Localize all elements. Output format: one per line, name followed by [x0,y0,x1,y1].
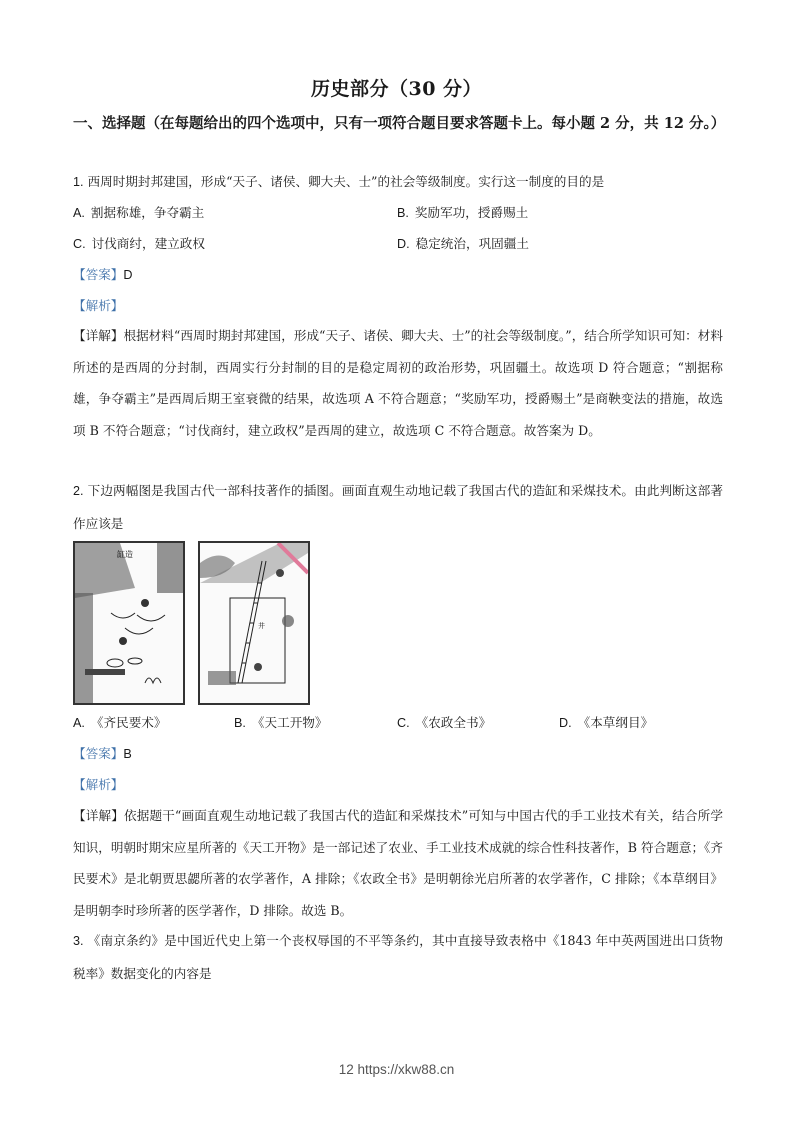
q1-analysis-label: 【解析】 [73,298,124,313]
q2-answer [73,745,132,763]
q2-detail [73,800,723,926]
footer-site-link[interactable]: https://xkw88.cn [357,1062,455,1077]
svg-text:缸造: 缸造 [117,550,133,559]
answer-label: 【答案】 [73,746,124,761]
answer-value: B [123,747,132,761]
q2-option-d: D. 《本草纲目》 [559,715,654,730]
q2-option-b: B. 《天工开物》 [234,715,328,730]
question-text: 《南京条约》是中国近代史上第一个丧权辱国的不平等条约，其中直接导致表格中《1843 年中英两国进出口货物税率》数据变化的内容是 [73,933,723,981]
answer-value: D [123,268,133,282]
question-number: 3. [73,934,84,948]
question-3-stem [73,925,723,989]
q1-option-d: D. 稳定统治，巩固疆土 [397,236,529,251]
detail-text: 依据题干“画面直观生动地记载了我国古代的造缸和采煤技术”可知与中国古代的手工业技术有关，结合所学知识，明朝时期宋应星所著的《天工开物》是一部记述了农业、手工业技术成就的综合性科技著作，B 符合题意；《齐民要术》是北朝贾思勰所著的农学著作，A 排除；《农政全书》是明朝徐光启所著的农学著作，C 排除；《本草纲目》是明朝李时珍所著的医学著作，D 排除。故选 B。 [73,808,723,918]
question-text: 西周时期封邦建国，形成“天子、诸侯、卿大夫、士”的社会等级制度。实行这一制度的目的是 [87,174,605,189]
question-number: 1. [73,175,84,189]
answer-label: 【答案】 [73,267,124,282]
page-number: 12 [338,1062,354,1077]
question-1-stem [73,173,604,191]
q1-answer [73,266,132,284]
q2-option-a: A. 《齐民要术》 [73,715,167,730]
illustration-vat-making [73,541,185,705]
q2-option-c: C. 《农政全书》 [397,715,492,730]
question-number: 2. [73,484,84,498]
q2-analysis-label: 【解析】 [73,777,124,792]
q1-option-a: A. 割据称雄，争夺霸主 [73,205,205,220]
detail-label: 【详解】 [73,328,124,343]
question-text: 下边两幅图是我国古代一部科技著作的插图。画面直观生动地记载了我国古代的造缸和采煤技术。由此判断这部著作应该是 [73,483,723,531]
page-footer [0,1062,793,1077]
q1-option-b: B. 奖励军功，授爵赐土 [397,205,529,220]
q1-option-c: C. 讨伐商纣，建立政权 [73,236,205,251]
page-title: 历史部分（30 分） [310,78,483,100]
illustration-coal-mining [198,541,310,705]
q1-detail [73,320,723,446]
detail-label: 【详解】 [73,808,124,823]
question-2-stem [73,475,723,539]
svg-text:井: 井 [258,622,265,630]
section-heading: 一、选择题（在每题给出的四个选项中，只有一项符合题目要求答题卡上。每小题 2 分，共 12 分。） [73,115,726,132]
detail-text: 根据材料“西周时期封邦建国，形成“天子、诸侯、卿大夫、士”的社会等级制度。”，结合所学知识可知：材料所述的是西周的分封制，西周实行分封制的目的是稳定周初的政治形势，巩固疆土。故选项 D 符合题意；“割据称雄，争夺霸主”是西周后期王室衰微的结果，故选项 A 不符合题意；“奖励军功，授爵赐土”是商鞅变法的措施，故选项 B 不符合题意；“讨伐商纣，建立政权”是西周的建立，故选项 C 不符合题意。故答案为 D。 [73,328,723,438]
